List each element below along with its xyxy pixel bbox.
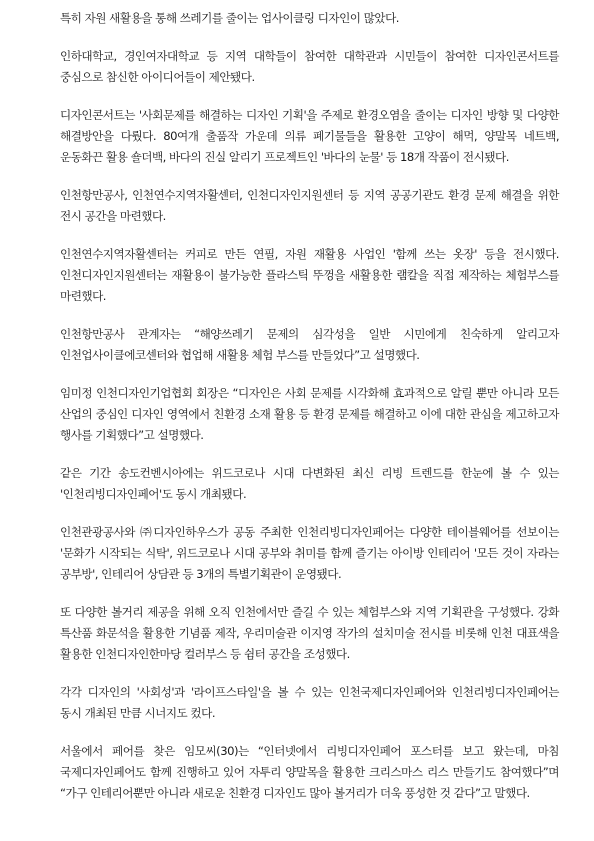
paragraph-11: 각각 디자인의 '사회성'과 '라이프스타일'을 볼 수 있는 인천국제디자인페어와 인천리빙디자인페어는 동시 개최된 만큼 시너지도 컸다. [60,685,559,720]
paragraph-9: 인천관광공사와 ㈜디자인하우스가 공동 주최한 인천리빙디자인페어는 다양한 테이블웨어를 선보이는 '문화가 시작되는 식탁', 위드코로나 시대 공부와 취미를 함께 즐기는 아이방 인테리어 '모든 것이 자라는 공부방', 인테리어 상담관 등 3개의 특별기획관이 운영됐다. [60,525,559,581]
article-body [60,8,559,804]
paragraph-1: 특히 자원 새활용을 통해 쓰레기를 줄이는 업사이클링 디자인이 많았다. [60,11,399,25]
paragraph-3: 디자인콘서트는 '사회문제를 해결하는 디자인 기획'을 주제로 환경오염을 줄이는 디자인 방향 및 다양한 해결방안을 다뤘다. 80여개 출품작 가운데 의류 폐기물들을 활용한 고양이 해먹, 양말목 네트백, 운동화끈 활용 숄더백, 바다의 진실 알리기 프로젝트인 '바다의 눈물' 등 18개 작품이 전시됐다. [60,108,559,164]
paragraph-12: 서울에서 페어를 찾은 임모씨(30)는 “인터넷에서 리빙디자인페어 포스터를 보고 왔는데, 마침 국제디자인페어도 함께 진행하고 있어 자투리 양말목을 활용한 크리스마스 리스 만들기도 참여했다”며 “가구 인테리어뿐만 아니라 새로운 친환경 디자인도 많아 볼거리가 더욱 풍성한 것 같다”고 말했다. [60,744,559,800]
paragraph-5: 인천연수지역자활센터는 커피로 만든 연필, 자원 재활용 사업인 '함께 쓰는 옷장' 등을 전시했다. 인천디자인지원센터는 재활용이 불가능한 플라스틱 뚜껑을 새활용한 램칼을 직접 제작하는 체험부스를 마련했다. [60,247,559,303]
paragraph-10: 또 다양한 볼거리 제공을 위해 오직 인천에서만 즐길 수 있는 체험부스와 지역 기획관을 구성했다. 강화 특산품 화문석을 활용한 기념품 제작, 우리미술관 이지영 작가의 설치미술 전시를 비롯해 인천 대표색을 활용한 인천디자인한마당 컬러부스 등 쉼터 공간을 조성했다. [60,605,559,661]
paragraph-2: 인하대학교, 경인여자대학교 등 지역 대학들이 참여한 대학관과 시민들이 참여한 디자인콘서트를 중심으로 참신한 아이디어들이 제안됐다. [60,49,559,84]
paragraph-4: 인천항만공사, 인천연수지역자활센터, 인천디자인지원센터 등 지역 공공기관도 환경 문제 해결을 위한 전시 공간을 마련했다. [60,188,559,223]
paragraph-8: 같은 기간 송도컨벤시아에는 위드코로나 시대 다변화된 최신 리빙 트렌드를 한눈에 볼 수 있는 '인천리빙디자인페어'도 동시 개최됐다. [60,466,559,501]
paragraph-7: 임미정 인천디자인기업협회 회장은 “디자인은 사회 문제를 시각화해 효과적으로 알릴 뿐만 아니라 모든 산업의 중심인 디자인 영역에서 친환경 소재 활용 등 환경 문제를 해결하고 이에 대한 관심을 제고하고자 행사를 기획했다”고 설명했다. [60,386,559,442]
paragraph-6: 인천항만공사 관계자는 “해양쓰레기 문제의 심각성을 일반 시민에게 친숙하게 알리고자 인천업사이클에코센터와 협업해 새활용 체험 부스를 만들었다”고 설명했다. [60,327,559,362]
